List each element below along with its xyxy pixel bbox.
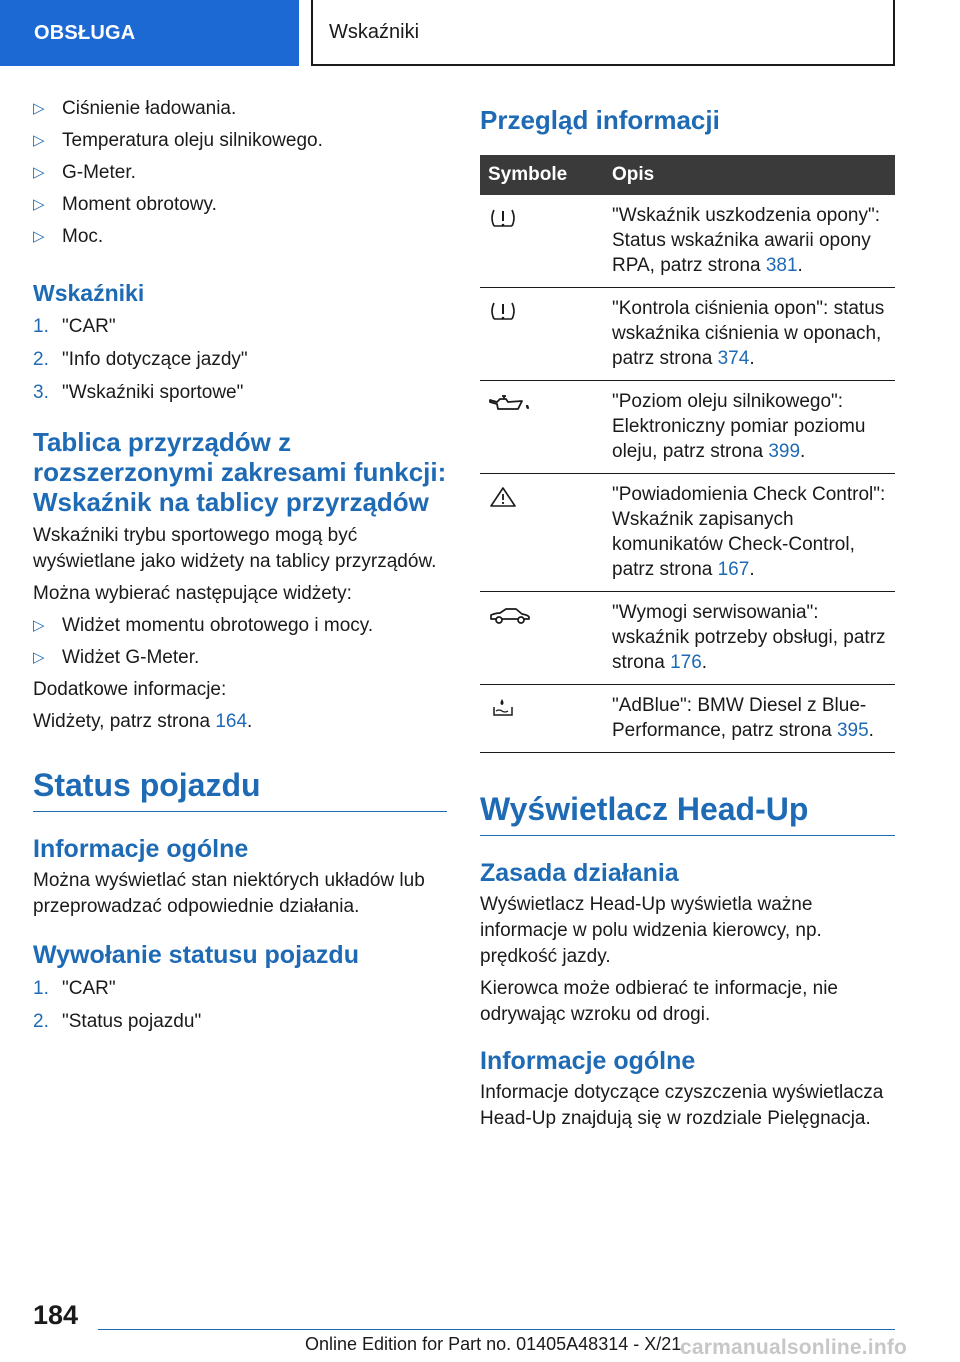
col-opis: Opis (604, 155, 895, 195)
page-link[interactable]: 167 (717, 559, 750, 580)
warning-triangle-icon (488, 486, 518, 508)
list-item: ▷ Widżet G-Meter. (33, 645, 447, 677)
col-symbole: Symbole (480, 155, 604, 195)
list-item: ▷ Temperatura oleju silnikowego. (33, 128, 447, 160)
section-tab (0, 0, 299, 66)
page-link[interactable]: 399 (768, 441, 801, 462)
widget-bullet-list (33, 613, 447, 677)
section-label: OBSŁUGA (34, 21, 136, 44)
tablica-text: Wskaźniki trybu sportowego mogą być wyświetlane jako widżety na tablicy przyrządów. (33, 525, 437, 572)
table-header-row (480, 155, 895, 195)
right-column (480, 96, 895, 1138)
info-heading: Informacje ogólne (33, 835, 249, 863)
page-link[interactable]: 395 (836, 720, 869, 741)
hud-heading: Wyświetlacz Head-Up (480, 789, 895, 836)
list-item: ▷ Moc. (33, 224, 447, 256)
table-row: "Wymogi serwisowania": wskaźnik potrzeby obsługi, patrz strona 176. (480, 592, 895, 685)
table-row: "Poziom oleju silnikowego": Elektroniczny pomiar poziomu oleju, patrz strona 399. (480, 381, 895, 474)
chapter-tab (311, 0, 895, 66)
wywolanie-heading: Wywołanie statusu pojazdu (33, 941, 359, 969)
adblue-icon (488, 697, 518, 719)
table-row: "Kontrola ciśnienia opon": status wskaźnika ciśnienia w oponach, patrz strona 374. (480, 288, 895, 381)
list-item: ▷ Widżet momentu obrotowego i mocy. (33, 613, 447, 645)
list-item: ▷ G-Meter. (33, 160, 447, 192)
list-item: ▷ Ciśnienie ładowania. (33, 96, 447, 128)
triangle-bullet-icon: ▷ (33, 196, 45, 213)
tablica-heading: Tablica przyrządów z rozszerzonymi zakresami funkcji: Wskaźnik na tablicy przyrządów (33, 427, 447, 517)
wskazniki-steps (33, 314, 447, 413)
page-link[interactable]: 164 (215, 711, 248, 732)
service-car-icon (488, 604, 532, 626)
table-row: "AdBlue": BMW Diesel z Blue-Performance, patrz strona 395. (480, 685, 895, 753)
triangle-bullet-icon: ▷ (33, 100, 45, 117)
triangle-bullet-icon: ▷ (33, 164, 45, 181)
tire-pressure-icon (488, 300, 518, 322)
list-item: 3. "Wskaźniki sportowe" (33, 382, 244, 403)
triangle-bullet-icon: ▷ (33, 228, 45, 245)
table-row: "Wskaźnik uszkodzenia opony": Status wskaźnika awarii opony RPA, patrz strona 381. (480, 195, 895, 288)
chapter-label: Wskaźniki (329, 20, 420, 43)
wskazniki-heading: Wskaźniki (33, 280, 145, 306)
edition-text: Online Edition for Part no. 01405A48314 - X/21 (305, 1334, 682, 1354)
top-bullet-list (33, 96, 447, 256)
list-item: 2. "Info dotyczące jazdy" (33, 349, 248, 370)
list-item: 1. "CAR" (33, 978, 116, 999)
left-column (33, 96, 447, 1042)
footer-divider (98, 1329, 895, 1330)
page-link[interactable]: 381 (765, 255, 798, 276)
triangle-bullet-icon: ▷ (33, 617, 45, 634)
info-text: Można wyświetlać stan niektórych układów lub przeprowadzać odpowiednie działania. (33, 870, 425, 917)
widzety-reference: Widżety, patrz strona 164. (33, 711, 253, 732)
watermark: carmanualsonline.info (680, 1336, 908, 1359)
triangle-bullet-icon: ▷ (33, 132, 45, 149)
zasada-text-2: Kierowca może odbierać te informacje, nie odrywając wzroku od drogi. (480, 978, 839, 1025)
przeglad-heading: Przegląd informacji (480, 105, 720, 135)
info-heading-right: Informacje ogólne (480, 1047, 696, 1075)
wywolanie-steps (33, 976, 447, 1042)
zasada-heading: Zasada działania (480, 859, 679, 887)
page-link[interactable]: 374 (717, 348, 750, 369)
list-item: ▷ Moment obrotowy. (33, 192, 447, 224)
list-item: 2. "Status pojazdu" (33, 1011, 202, 1032)
triangle-bullet-icon: ▷ (33, 649, 45, 666)
tire-warning-icon (488, 207, 518, 229)
status-heading: Status pojazdu (33, 765, 447, 812)
oil-can-icon (488, 393, 534, 415)
list-item: 1. "CAR" (33, 316, 116, 337)
zasada-text: Wyświetlacz Head-Up wyświetla ważne informacje w polu widzenia kierowcy, np. prędkość jazdy. (480, 894, 822, 967)
info-table (480, 155, 895, 753)
page-link[interactable]: 176 (670, 652, 702, 673)
dodatkowe-label: Dodatkowe informacje: (33, 679, 227, 700)
info-text-right: Informacje dotyczące czyszczenia wyświetlacza Head-Up znajdują się w rozdziale Pielęgnacja. (480, 1082, 884, 1129)
tablica-text-2: Można wybierać następujące widżety: (33, 583, 352, 604)
table-row: "Powiadomienia Check Control": Wskaźnik zapisanych komunikatów Check-Control, patrz strona 167. (480, 474, 895, 592)
page-number: 184 (33, 1300, 79, 1330)
